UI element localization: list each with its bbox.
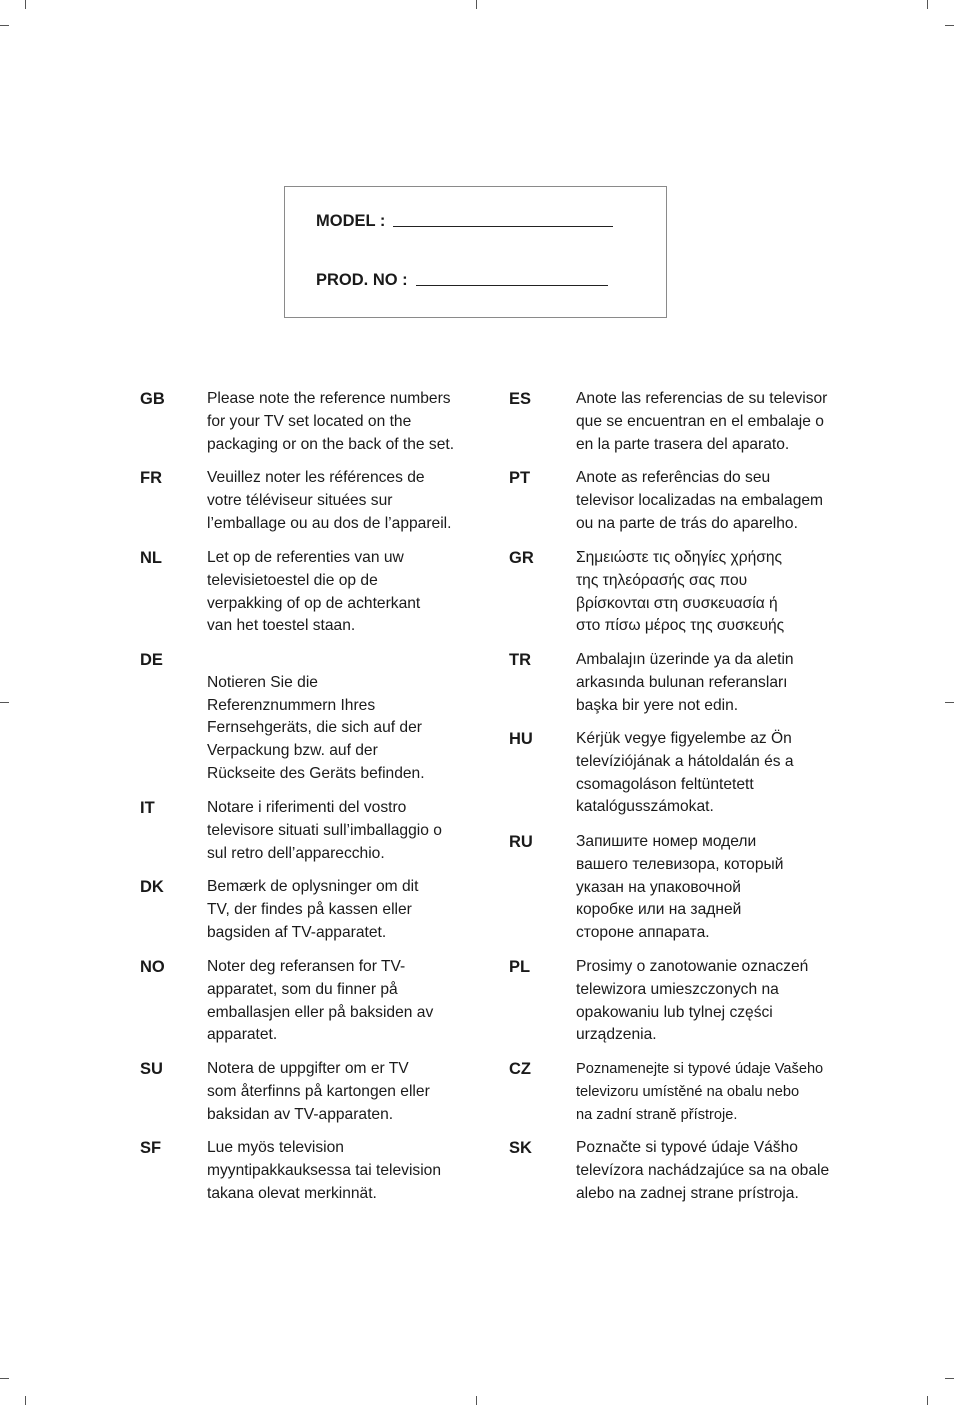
language-entry-pt [509,467,846,547]
crop-mark [25,0,26,9]
language-entry-fr [140,467,477,547]
language-entry-no [140,956,477,1058]
crop-mark [945,25,954,26]
language-entry-sk [509,1137,846,1216]
crop-mark [0,702,9,703]
model-label: MODEL : [316,212,386,230]
language-text: Anote as referências do seu televisor localizadas na embalagem ou na parte de trás do aparelho. [576,469,824,532]
language-text: Bemærk de oplysninger om dit TV, der findes på kassen eller bagsiden af TV-apparatet. [207,878,419,941]
language-code: SF [140,1139,162,1157]
language-code: DK [140,878,164,896]
language-entry-gb [140,388,477,467]
crop-mark [945,702,954,703]
model-row [316,212,613,231]
language-code: HU [509,730,533,748]
language-code: SU [140,1060,163,1078]
model-write-line [393,225,613,227]
language-text: Notieren Sie die Referenznummern Ihres Fernsehgeräts, die sich auf der Verpackung bzw. auf der Rückseite des Geräts befinden. [207,673,425,782]
prod-no-label: PROD. NO : [316,271,408,289]
prod-no-row [316,271,608,290]
crop-mark [0,1378,9,1379]
language-code: GR [509,549,534,567]
language-code: ES [509,390,532,408]
language-text: Veuillez noter les références de votre téléviseur situées sur l’emballage ou au dos de l’appareil. [207,469,452,532]
language-entry-ru [509,831,846,956]
language-text: Lue myös television myyntipakkauksessa tai television takana olevat merkinnät. [207,1139,442,1202]
language-entry-it [140,797,477,876]
language-text: Anote las referencias de su televisor que se encuentran en el embalaje o en la parte trasera del aparato. [576,390,828,453]
crop-mark [476,1396,477,1405]
language-text: Noter deg referansen for TV- apparatet, som du finner på emballasjen eller på baksiden av apparatet. [207,958,434,1044]
language-entry-pl [509,956,846,1058]
language-text: Poznačte si typové údaje Vášho televízora nachádzajúce sa na obale alebo na zadnej strane prístroja. [576,1139,830,1202]
language-text: Запишите номер модели вашего телевизора, который указан на упаковочной коробке или на задней стороне аппарата. [576,833,784,942]
language-entry-cz [509,1058,846,1137]
language-code: TR [509,651,531,669]
crop-mark [927,0,928,9]
crop-mark [476,0,477,9]
crop-mark [945,1378,954,1379]
language-entry-gr [509,547,846,649]
language-entry-hu [509,728,846,831]
language-code: NL [140,549,162,567]
language-entry-su [140,1058,477,1137]
crop-mark [927,1396,928,1405]
language-text: Let op de referenties van uw televisietoestel die op de verpakking of op de achterkant van het toestel staan. [207,549,421,635]
language-text: Prosimy o zanotowanie oznaczeń telewizora umieszczonych na opakowaniu lub tylnej części urządzenia. [576,958,809,1044]
language-code: DE [140,651,163,669]
language-text: Please note the reference numbers for your TV set located on the packaging or on the back of the set. [207,390,455,453]
language-text: Poznamenejte si typové údaje Vašeho televizoru umístěné na obalu nebo na zadní straně přístroje. [576,1061,824,1123]
language-text: Notare i riferimenti del vostro televisore situati sull’imballaggio o sul retro dell’apparecchio. [207,799,442,862]
language-entry-nl [140,547,477,649]
language-entry-sf [140,1137,477,1216]
language-code: GB [140,390,165,408]
language-code: SK [509,1139,532,1157]
language-entry-tr [509,649,846,728]
language-entry-dk [140,876,477,956]
language-code: PT [509,469,531,487]
language-code: NO [140,958,165,976]
crop-mark [0,25,9,26]
language-text: Ambalajın üzerinde ya da aletin arkasında bulunan referansları başka bir yere not edin. [576,651,794,714]
language-code: FR [140,469,162,487]
language-code: PL [509,958,531,976]
reference-number-box [284,186,667,318]
language-entry-de [140,649,477,797]
language-entry-es [509,388,846,467]
crop-mark [25,1396,26,1405]
language-text: Notera de uppgifter om er TV som återfinns på kartongen eller baksidan av TV-apparaten. [207,1060,430,1123]
language-code: RU [509,833,533,851]
language-column-right [509,388,846,1216]
language-text: Σημειώστε τις οδηγίες χρήσης της τηλεόρασής σας που βρίσκονται στη συσκευασία ή στο πίσω μέρος της συσκευής [576,549,785,635]
language-column-left [140,388,477,1216]
prod-no-write-line [416,284,608,286]
language-text: Kérjük vegye figyelembe az Ön televíziójának a hátoldalán és a csomagoláson feltüntetett katalógusszámokat. [576,730,794,816]
language-code: IT [140,799,155,817]
language-code: CZ [509,1060,531,1078]
